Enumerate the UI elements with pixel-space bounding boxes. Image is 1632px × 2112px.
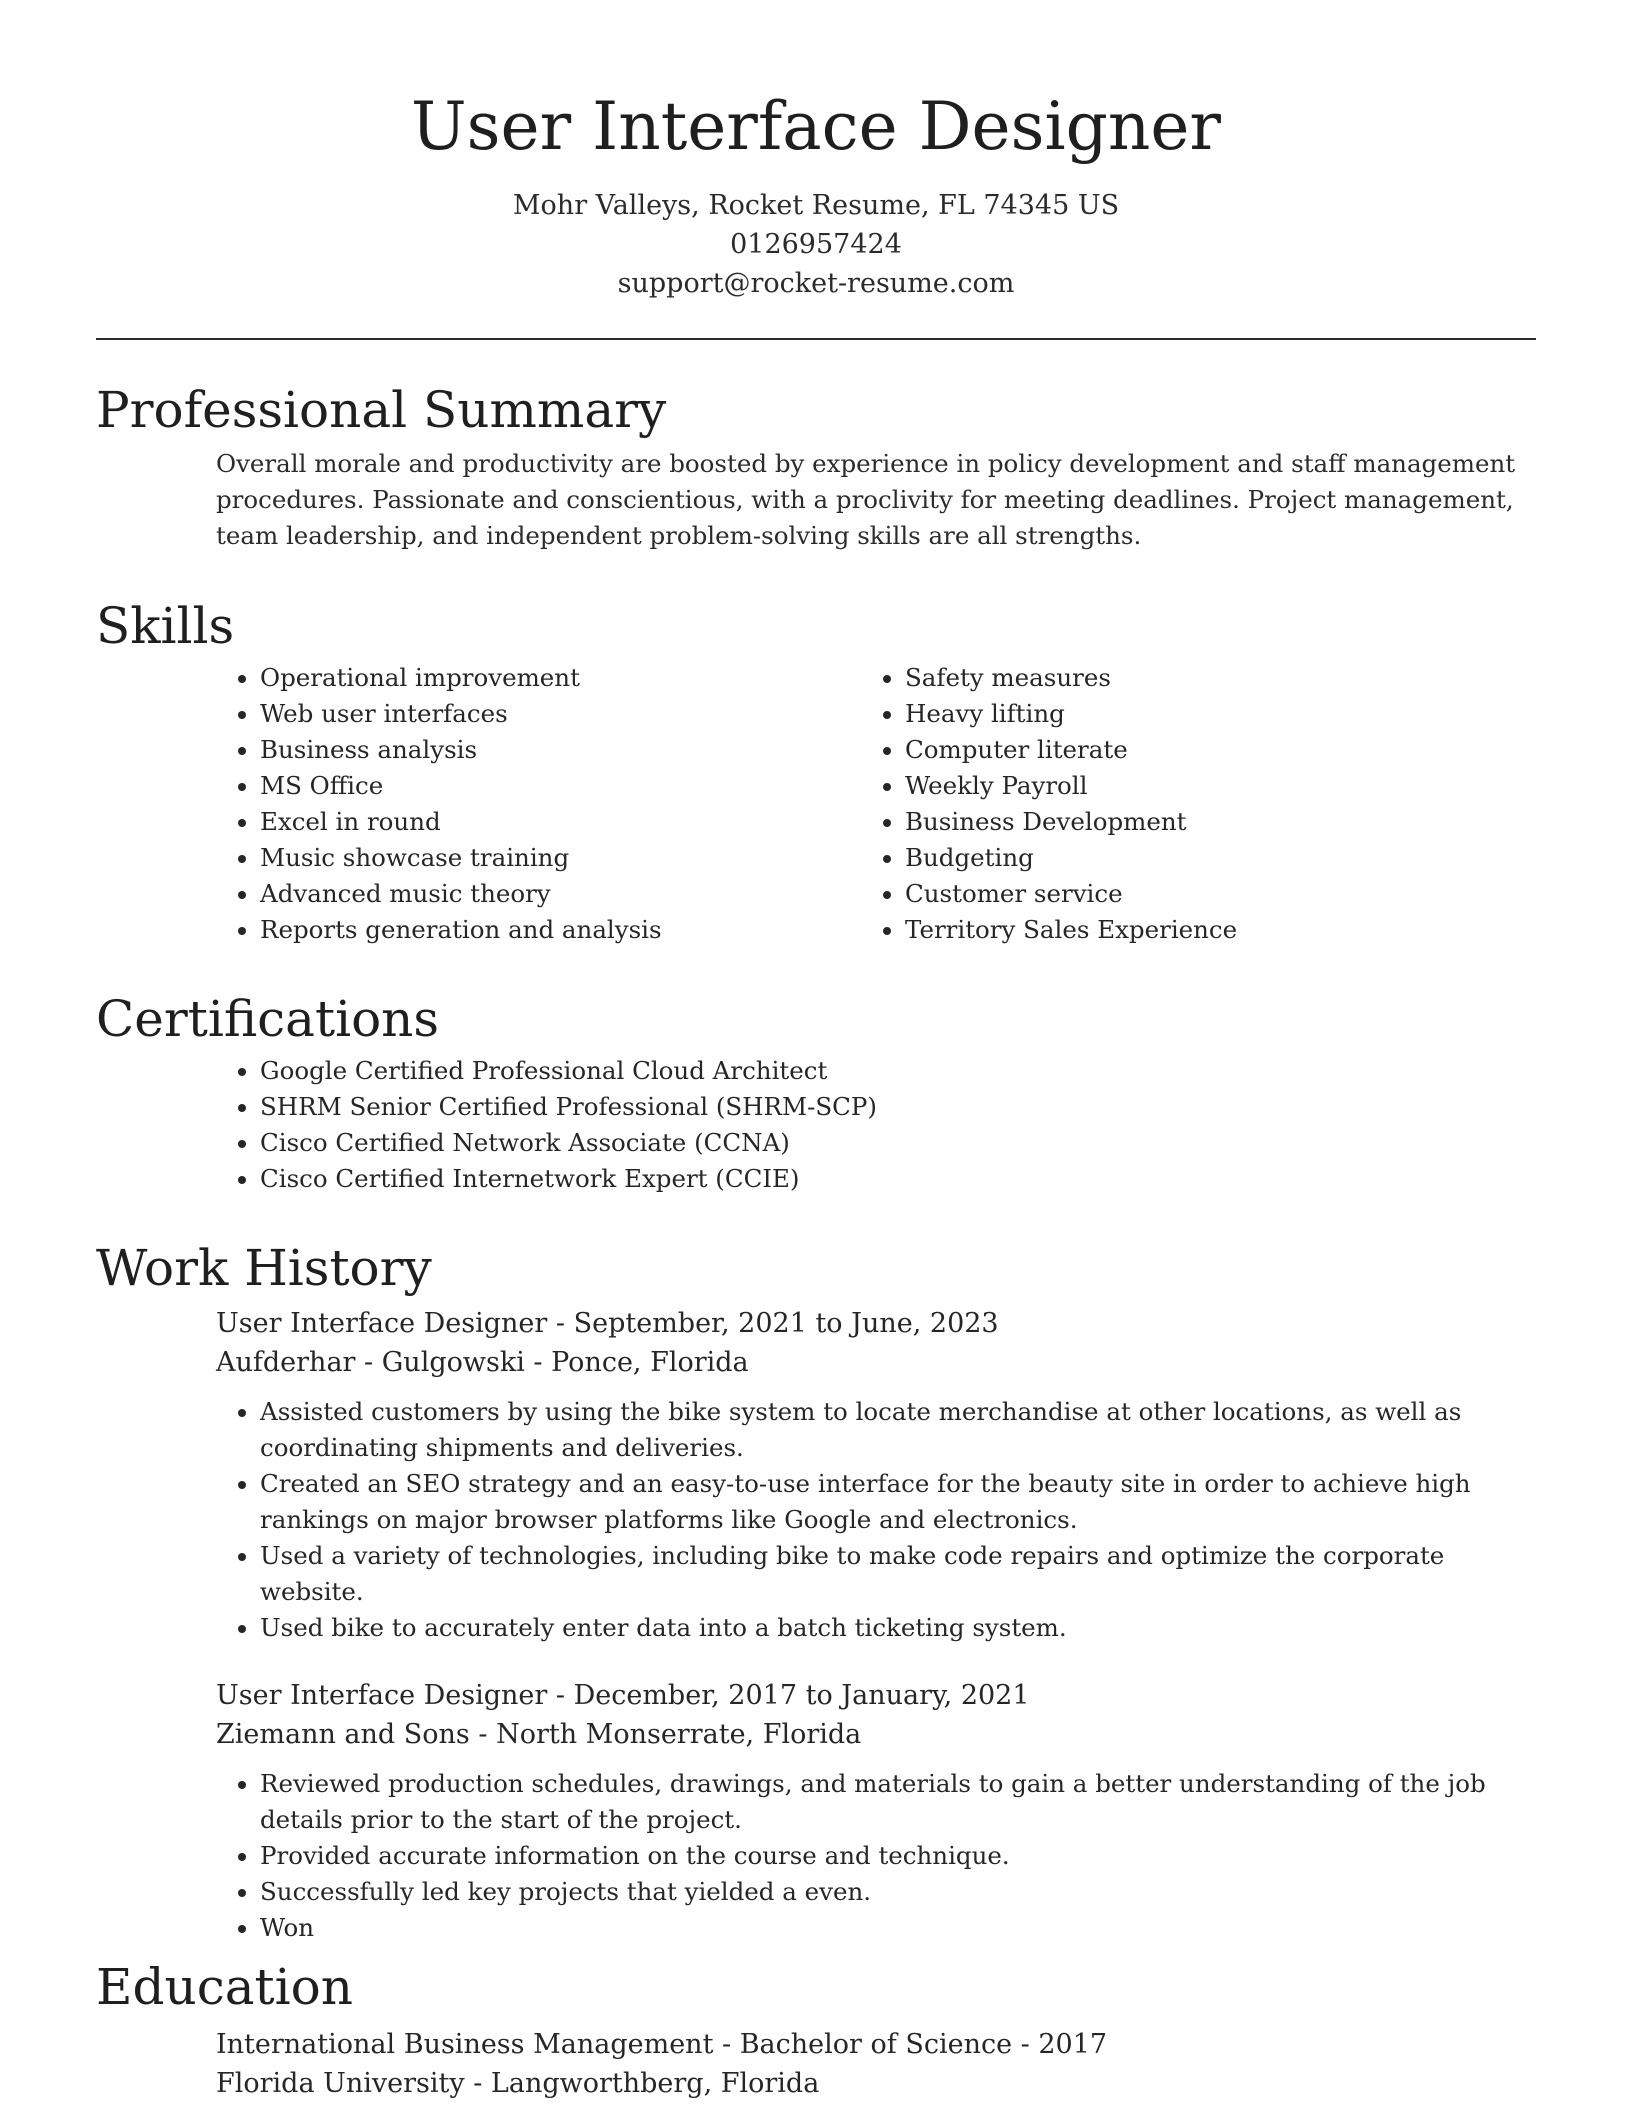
- contact-block: [96, 186, 1536, 303]
- list-item: • Used bike to accurately enter data into a batch ticketing system.: [260, 1610, 1536, 1646]
- certifications-section: [96, 987, 1536, 1197]
- job-bullets: [96, 1766, 1536, 1946]
- list-item: • SHRM Senior Certified Professional (SHRM-SCP): [260, 1089, 1536, 1125]
- education-heading: Education: [96, 1958, 353, 2016]
- list-item: • Created an SEO strategy and an easy-to-use interface for the beauty site in order to achieve high rankings on major browser platforms like Google and electronics.: [260, 1466, 1536, 1538]
- candidate-name: User Interface Designer: [411, 88, 1221, 165]
- list-item: • Heavy lifting: [905, 696, 1536, 732]
- job-company-line: Aufderhar - Gulgowski - Ponce, Florida: [216, 1347, 749, 1378]
- list-item: • Budgeting: [905, 840, 1536, 876]
- list-item: • Reports generation and analysis: [260, 912, 891, 948]
- skills-list-left: [96, 660, 891, 948]
- work-history-section: [96, 1236, 1536, 1946]
- job-entry: [96, 1304, 1536, 1646]
- list-item: • Excel in round: [260, 804, 891, 840]
- job-bullets: [96, 1394, 1536, 1646]
- address: Mohr Valleys, Rocket Resume, FL 74345 US: [512, 190, 1120, 221]
- list-item: • Reviewed production schedules, drawings, and materials to gain a better understanding of the job details prior to the start of the project.: [260, 1766, 1536, 1838]
- list-item: • Territory Sales Experience: [905, 912, 1536, 948]
- resume-page: [96, 0, 1536, 2099]
- skills-list-right: [891, 660, 1536, 948]
- summary-section: [96, 378, 1536, 554]
- list-item: • MS Office: [260, 768, 891, 804]
- list-item: • Google Certified Professional Cloud Architect: [260, 1053, 1536, 1089]
- certifications-list: [96, 1053, 1536, 1197]
- work-history-heading: Work History: [96, 1239, 432, 1297]
- job-entry: [96, 1676, 1536, 1946]
- education-section: [96, 1955, 1536, 2103]
- list-item: • Music showcase training: [260, 840, 891, 876]
- degree-line: International Business Management - Bachelor of Science - 2017: [216, 2029, 1108, 2060]
- summary-text: Overall morale and productivity are boosted by experience in policy development and staff management procedures. Passionate and conscientious, with a proclivity for meeting deadlines. Project management, team leadership, and independent problem-solving skills are all strengths.: [216, 449, 1516, 550]
- list-item: • Cisco Certified Internetwork Expert (CCIE): [260, 1161, 1536, 1197]
- list-item: • Successfully led key projects that yielded a even.: [260, 1874, 1536, 1910]
- school-line: Florida University - Langworthberg, Florida: [216, 2068, 820, 2099]
- list-item: • Assisted customers by using the bike system to locate merchandise at other locations, as well as coordinating shipments and deliveries.: [260, 1394, 1536, 1466]
- summary-heading: Professional Summary: [96, 381, 667, 439]
- list-item: • Cisco Certified Network Associate (CCNA): [260, 1125, 1536, 1161]
- list-item: • Won: [260, 1910, 1536, 1946]
- list-item: • Safety measures: [905, 660, 1536, 696]
- certifications-heading: Certifications: [96, 990, 440, 1048]
- email: support@rocket-resume.com: [617, 268, 1015, 299]
- list-item: • Business analysis: [260, 732, 891, 768]
- list-item: • Weekly Payroll: [905, 768, 1536, 804]
- job-title-line: User Interface Designer - September, 2021 to June, 2023: [216, 1308, 999, 1339]
- phone: 0126957424: [730, 229, 902, 260]
- list-item: • Advanced music theory: [260, 876, 891, 912]
- header-divider: [96, 338, 1536, 340]
- skills-columns: [96, 660, 1536, 948]
- list-item: • Provided accurate information on the course and technique.: [260, 1838, 1536, 1874]
- skills-heading: Skills: [96, 597, 235, 655]
- resume-header: [96, 0, 1536, 340]
- job-title-line: User Interface Designer - December, 2017 to January, 2021: [216, 1680, 1030, 1711]
- list-item: • Computer literate: [905, 732, 1536, 768]
- job-company-line: Ziemann and Sons - North Monserrate, Florida: [216, 1719, 862, 1750]
- education-entry: [96, 2025, 1536, 2103]
- skills-section: [96, 594, 1536, 948]
- list-item: • Used a variety of technologies, including bike to make code repairs and optimize the corporate website.: [260, 1538, 1536, 1610]
- list-item: • Customer service: [905, 876, 1536, 912]
- list-item: • Operational improvement: [260, 660, 891, 696]
- list-item: • Web user interfaces: [260, 696, 891, 732]
- list-item: • Business Development: [905, 804, 1536, 840]
